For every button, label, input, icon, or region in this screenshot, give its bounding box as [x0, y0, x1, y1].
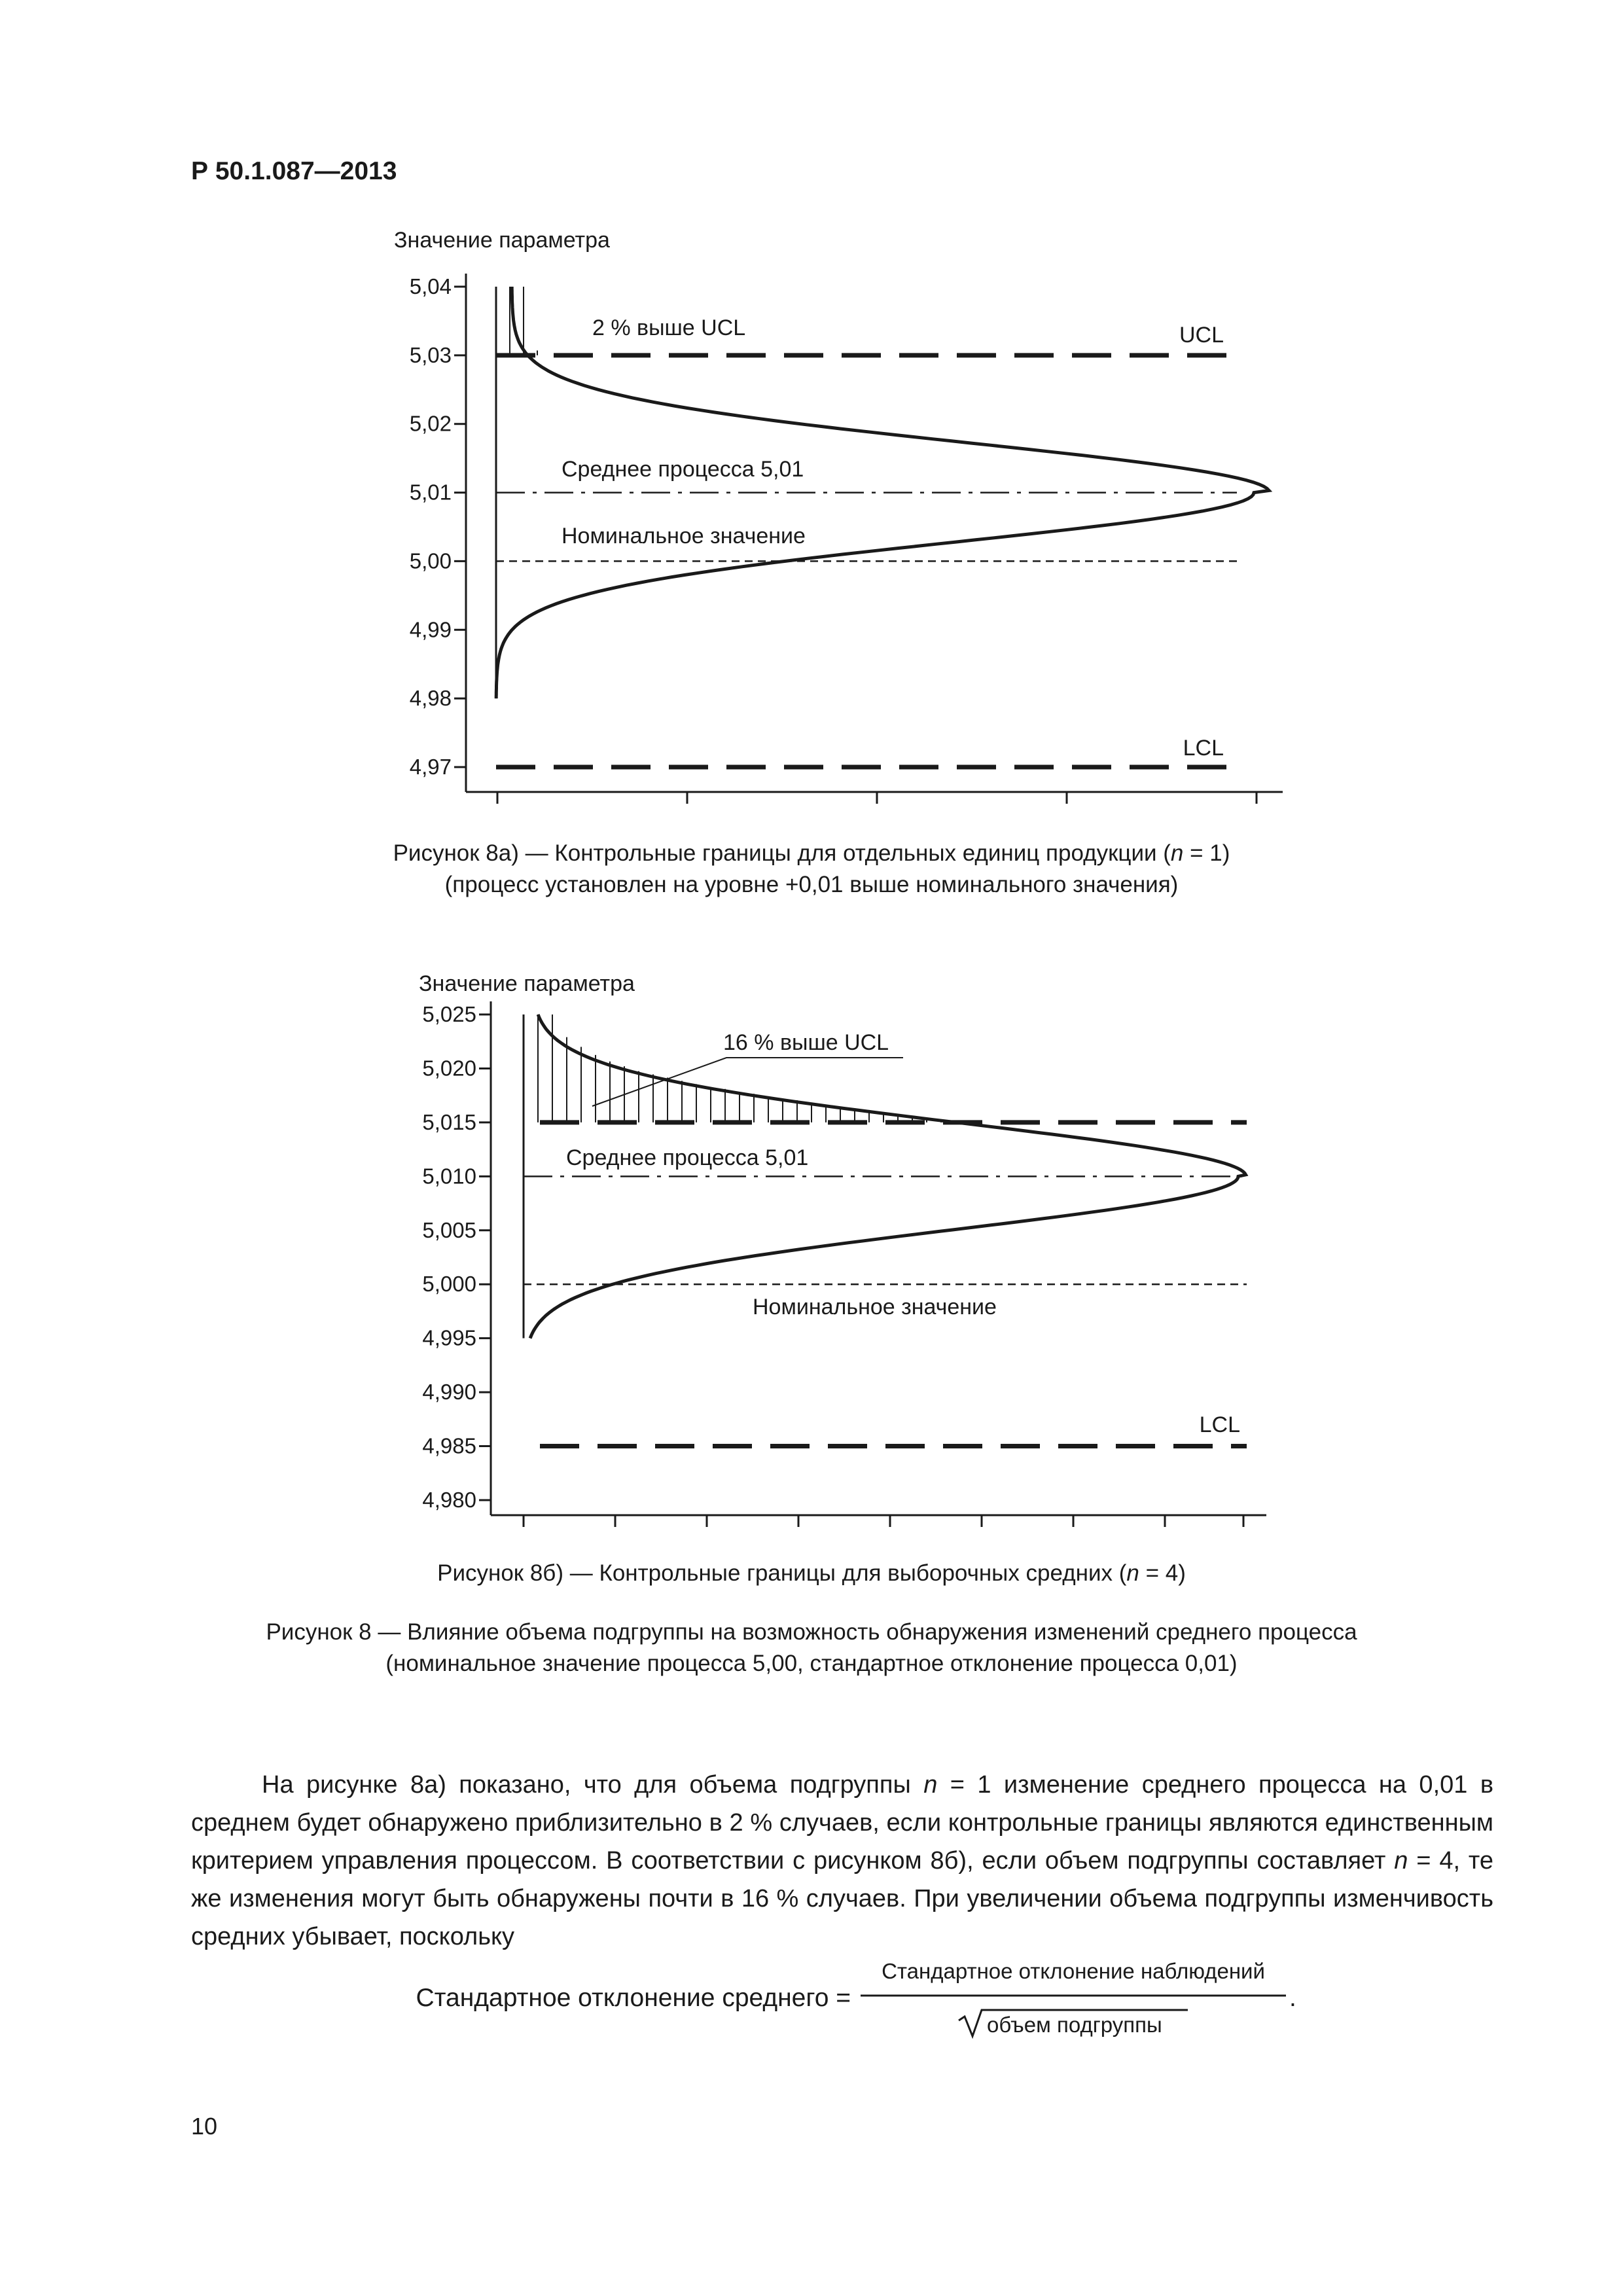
figure-8a-chart: [0, 223, 1623, 838]
y-axis-label: Значение параметра: [394, 228, 610, 253]
figure-8b-chart: [0, 962, 1623, 1551]
document-code: Р 50.1.087—2013: [191, 157, 397, 185]
reference-line-label: Среднее процесса 5,01: [566, 1145, 809, 1170]
reference-line-label: UCL: [1179, 323, 1224, 348]
y-tick-label: 5,000: [422, 1272, 476, 1297]
y-tick-label: 4,97: [409, 755, 452, 779]
y-tick-label: 5,025: [422, 1002, 476, 1026]
figure-8a-caption: [0, 838, 1623, 901]
y-tick-label: 4,995: [422, 1325, 476, 1350]
figure-8b-caption: Рисунок 8б) — Контрольные границы для выборочных средних (n = 4): [437, 1560, 1186, 1586]
y-tick-label: 5,00: [409, 548, 452, 573]
y-tick-label: 5,020: [422, 1056, 476, 1081]
formula-lhs: Стандартное отклонение среднего =: [416, 1984, 851, 2012]
reference-line-label: LCL: [1199, 1412, 1240, 1437]
y-tick-label: 4,980: [422, 1488, 476, 1512]
y-tick-label: 4,990: [422, 1380, 476, 1405]
chart-annotation: 2 % выше UCL: [592, 315, 746, 340]
y-axis-label: Значение параметра: [419, 971, 635, 996]
y-tick-label: 5,02: [409, 411, 452, 436]
formula-period: .: [1289, 1984, 1296, 2012]
y-tick-label: 5,015: [422, 1109, 476, 1134]
formula-denominator: объем подгруппы: [987, 2013, 1162, 2037]
body-paragraph: На рисунке 8а) показано, что для объема подгруппы n = 1 изменение среднего процесса на 0,01 в среднем будет обнаружено приблизительно в 2 % случаев, если контрольные границы являются единственным критерием управления процессом. В соответствии с рисунком 8б), если объем подгруппы составляет n = 4, те же изменения могут быть обнаружены почти в 16 % случаев. При увеличении объема подгруппы изменчивость средних убывает, поскольку: [191, 1771, 1494, 1950]
y-tick-label: 5,04: [409, 274, 452, 298]
y-tick-label: 5,03: [409, 342, 452, 367]
y-tick-label: 5,01: [409, 480, 452, 505]
reference-line-label: Номинальное значение: [753, 1295, 997, 1319]
reference-line-label: LCL: [1183, 736, 1224, 761]
y-tick-label: 4,99: [409, 617, 452, 642]
reference-line-label: Номинальное значение: [562, 524, 806, 548]
page-number: 10: [191, 2113, 218, 2140]
figure-8-caption-line1: Рисунок 8 — Влияние объема подгруппы на возможность обнаружения изменений среднего процесса: [266, 1619, 1357, 1645]
y-tick-label: 5,005: [422, 1217, 476, 1242]
reference-line-label: Среднее процесса 5,01: [562, 457, 804, 482]
figure-8a-caption-line1: Рисунок 8а) — Контрольные границы для отдельных единиц продукции (n = 1): [393, 840, 1230, 866]
chart-annotation: 16 % выше UCL: [723, 1030, 889, 1055]
formula: [0, 1954, 1623, 2058]
formula-numerator: Стандартное отклонение наблюдений: [882, 1959, 1265, 1983]
y-tick-label: 4,98: [409, 686, 452, 711]
figure-8-caption-line2: (номинальное значение процесса 5,00, стандартное отклонение процесса 0,01): [385, 1651, 1238, 1676]
y-tick-label: 5,010: [422, 1164, 476, 1189]
figure-8-caption: [0, 1617, 1623, 1679]
y-tick-label: 4,985: [422, 1433, 476, 1458]
figure-8a-caption-line2: (процесс установлен на уровне +0,01 выше номинального значения): [444, 872, 1179, 897]
